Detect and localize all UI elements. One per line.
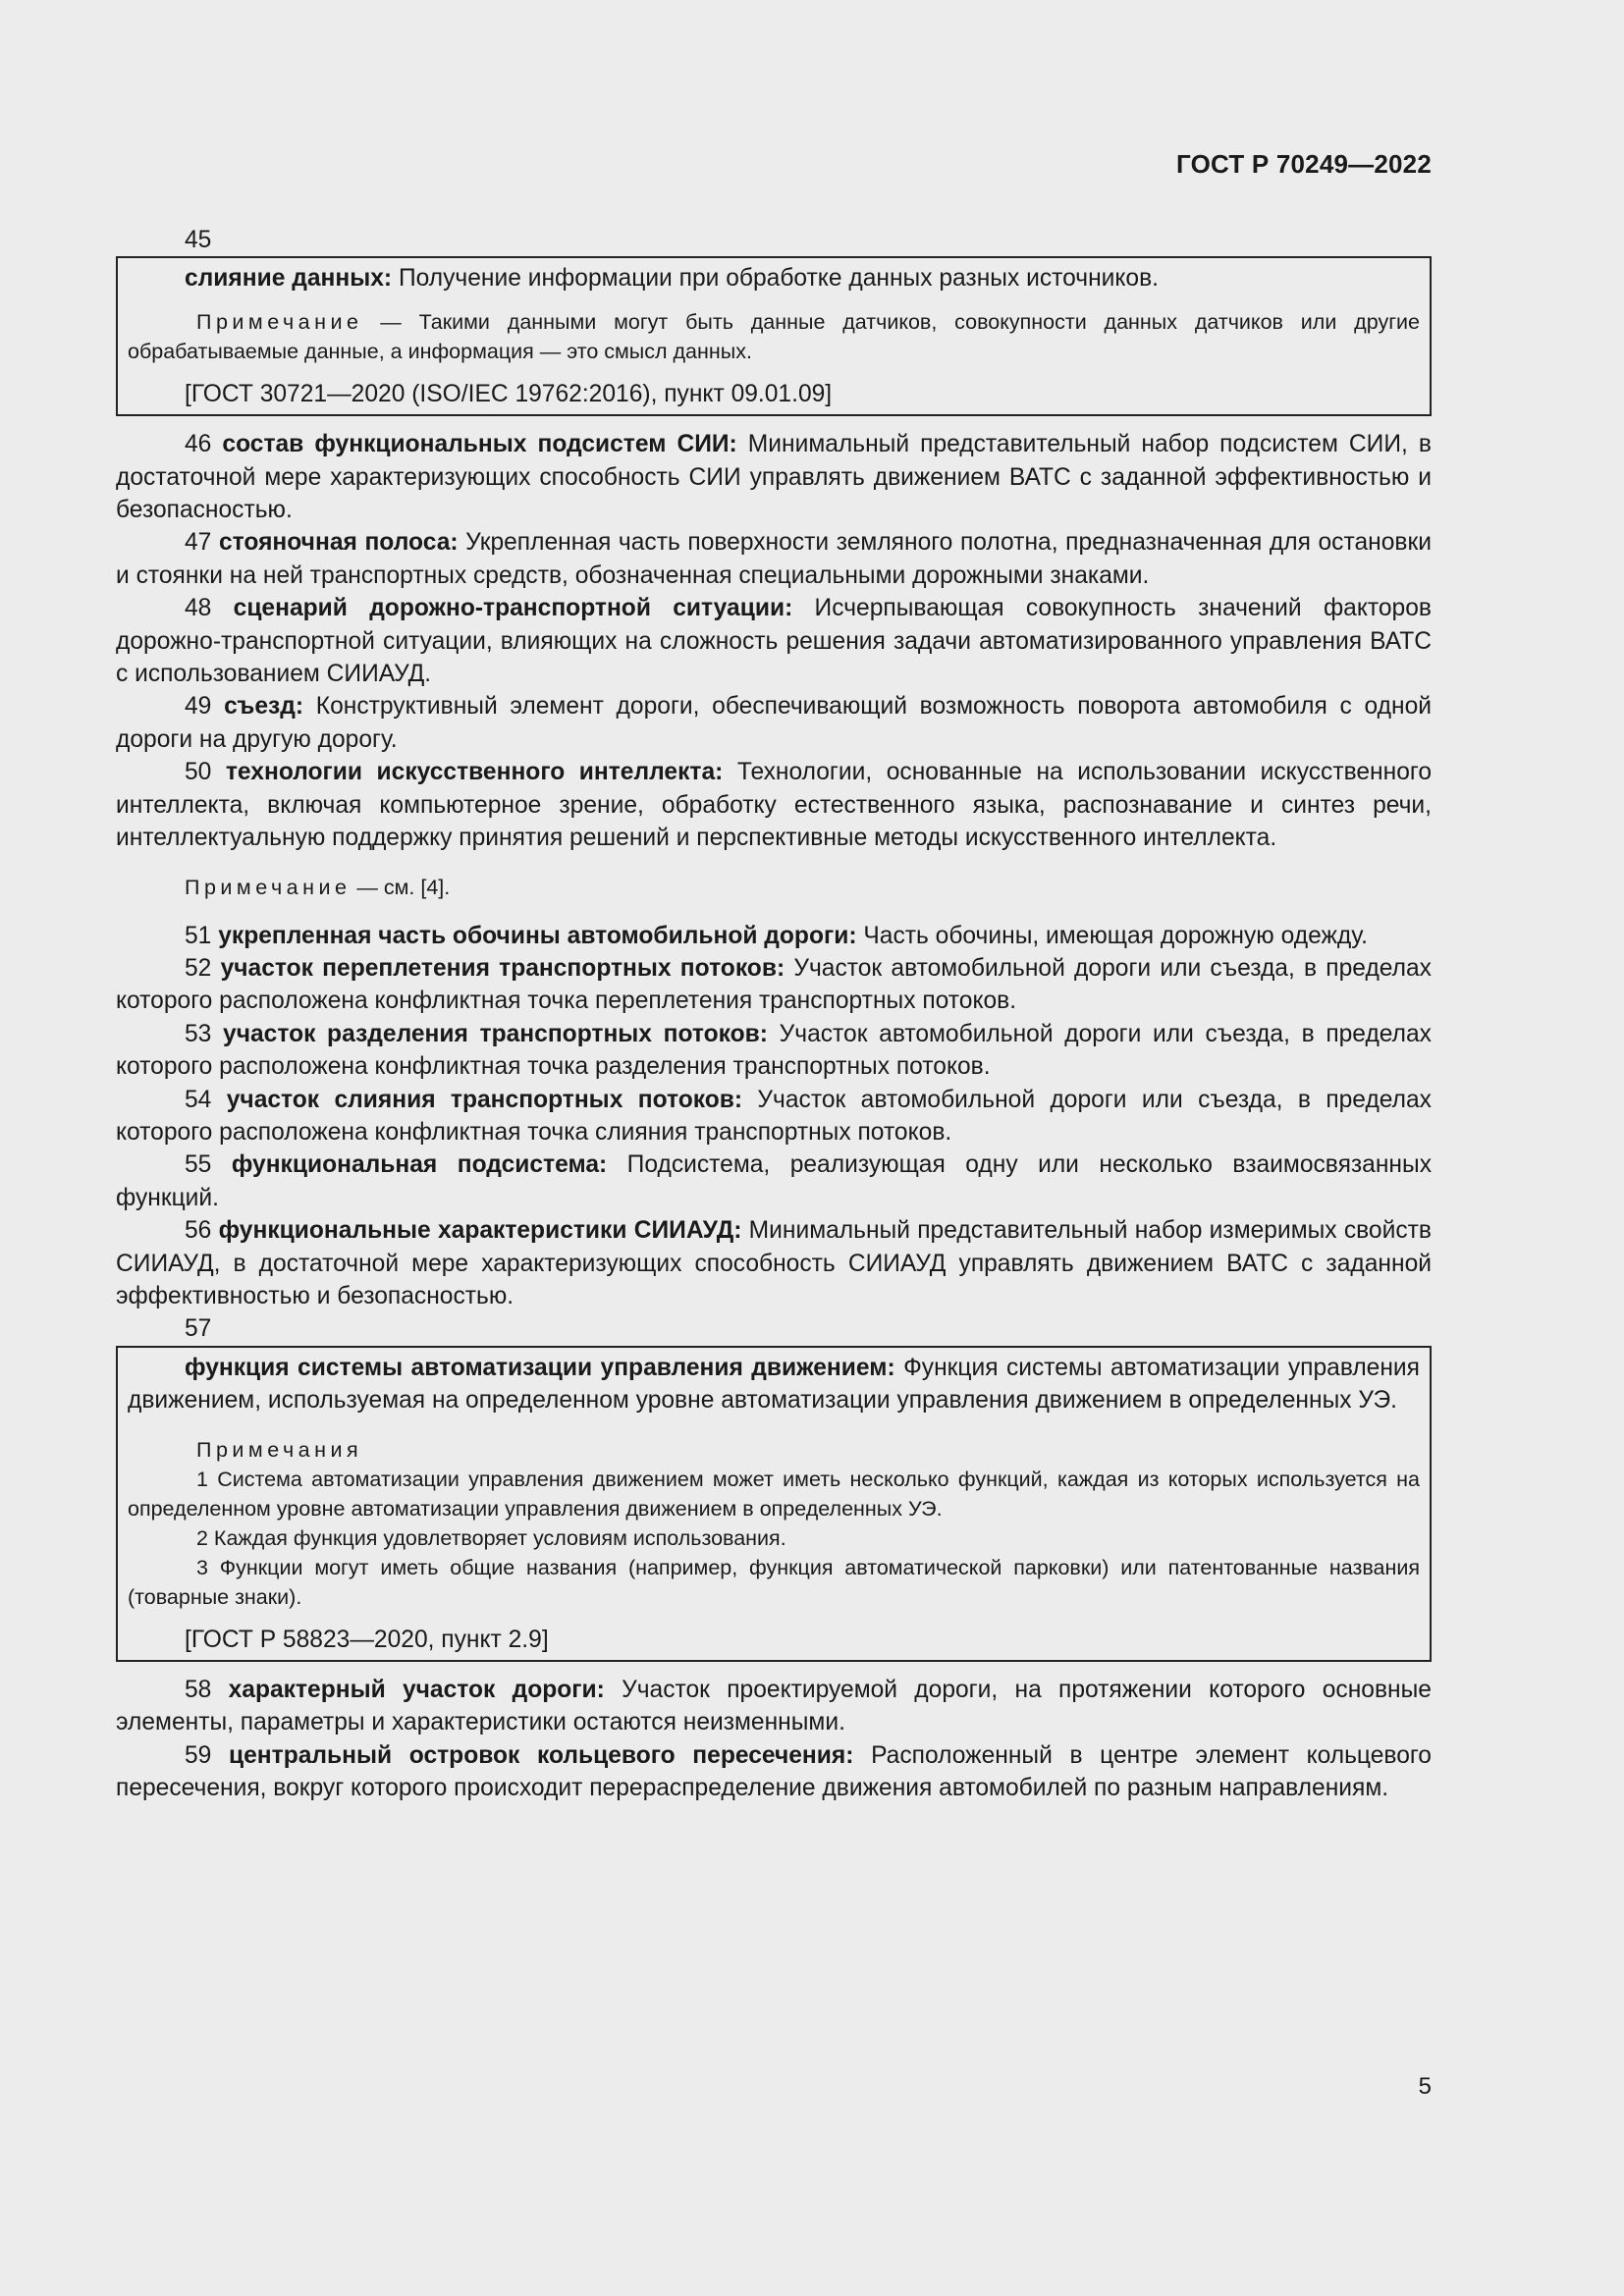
term-definition: Участок автомобильной дороги или съезда, в пределах которого расположена конфликтная точка разделения транспортных потоков. (116, 1020, 1432, 1081)
term-definition: Исчерпывающая совокупность значений факторов дорожно-транспортной ситуации, влияющих на сложность решения задачи автоматизированного управления ВАТС с использованием СИИАУД. (116, 595, 1432, 688)
term-name: участок слияния транспортных потоков: (226, 1086, 743, 1113)
term-number: 55 (185, 1151, 232, 1179)
term-definition: Подсистема, реализующая одну или несколько взаимосвязанных функций. (116, 1151, 1432, 1211)
term-name: слияние данных: (185, 265, 393, 293)
term-entry-51 (116, 920, 1432, 952)
term-definition: Расположенный в центре элемент кольцевого пересечения, вокруг которого происходит перераспределение движения автомобилей по разным направлениям. (116, 1741, 1432, 1802)
term-definition: Технологии, основанные на использовании искусственного интеллекта, включая компьютерное зрение, обработку естественного языка, распознавание и синтез речи, интеллектуальную поддержку принятия решений и перспективные методы искусственного интеллекта. (116, 759, 1432, 852)
term-name: функциональные характеристики СИИАУД: (218, 1217, 742, 1245)
term-box-45 (116, 256, 1432, 416)
term-entry-59 (116, 1739, 1432, 1805)
term-number: 45 (185, 227, 212, 253)
term-number: 57 (185, 1315, 212, 1343)
term-reference: [ГОСТ 30721—2020 (ISO/IEC 19762:2016), пункт 09.01.09] (185, 380, 833, 407)
term-name: функциональная подсистема: (231, 1151, 608, 1179)
term-name: стояночная полоса: (218, 529, 459, 557)
term-number: 48 (185, 595, 234, 622)
term-name: сценарий дорожно-транспортной ситуации: (233, 595, 793, 622)
term-number: 52 (185, 954, 221, 982)
term-name: состав функциональных подсистем СИИ: (222, 431, 737, 458)
term-entry-55 (116, 1148, 1432, 1214)
term-number: 58 (185, 1677, 229, 1703)
term-definition: Укрепленная часть поверхности земляного полотна, предназначенная для остановки и стоянки на ней транспортных средств, обозначенная специальными дорожными знаками. (116, 529, 1432, 589)
term-name: участок разделения транспортных потоков: (223, 1020, 768, 1047)
note-label: Примечания (196, 1437, 363, 1462)
note-item-1: 1 Система автоматизации управления движением может иметь несколько функций, каждая из которых используется на определенном уровне автоматизации управления движением в определенных УЭ. (128, 1467, 1420, 1521)
term-reference: [ГОСТ Р 58823—2020, пункт 2.9] (185, 1626, 549, 1653)
note-item-2: 2 Каждая функция удовлетворяет условиям использования. (196, 1525, 786, 1550)
term-number: 46 (185, 431, 223, 458)
term-number: 47 (185, 529, 219, 557)
term-definition: Минимальный представительный набор подсистем СИИ, в достаточной мере характеризующих способность СИИ управлять движением ВАТС с заданной эффективностью и безопасностью. (116, 431, 1432, 524)
term-number: 59 (185, 1741, 229, 1769)
term-definition: Часть обочины, имеющая дорожную одежду. (856, 922, 1368, 949)
term-name: укрепленная часть обочины автомобильной дороги: (218, 922, 857, 949)
term-number: 56 (185, 1217, 219, 1245)
note-text: — см. [4]. (351, 875, 451, 899)
term-definition: Получение информации при обработке данных разных источников. (392, 265, 1160, 293)
term-number: 54 (185, 1086, 227, 1113)
term-entry-56 (116, 1214, 1432, 1312)
term-definition: Участок проектируемой дороги, на протяжении которого основные элементы, параметры и характеристики остаются неизменными. (116, 1677, 1432, 1736)
term-entry-47 (116, 526, 1432, 592)
note-item-3: 3 Функции могут иметь общие названия (например, функция автоматической парковки) или патентованные названия (товарные знаки). (128, 1555, 1420, 1609)
term-definition: Функция системы автоматизации управления движением, используемая на определенном уровне автоматизации управления движением в определенных УЭ. (128, 1354, 1420, 1415)
term-number: 50 (185, 759, 226, 786)
term-note (128, 307, 1420, 366)
term-definition: Минимальный представительный набор измеримых свойств СИИАУД, в достаточной мере характеризующих способность СИИАУД управлять движением ВАТС с заданной эффективностью и безопасностью. (116, 1217, 1432, 1309)
term-box-57 (116, 1346, 1432, 1662)
note-label: Примечание (196, 309, 363, 334)
term-number: 53 (185, 1020, 224, 1047)
term-name: участок переплетения транспортных потоков: (220, 954, 785, 982)
note-text: — Такими данными могут быть данные датчиков, совокупности данных датчиков или другие обрабатываемые данные, а информация — это смысл данных. (128, 309, 1420, 363)
term-entry-46 (116, 428, 1432, 526)
document-body (116, 224, 1432, 1805)
term-definition: Конструктивный элемент дороги, обеспечивающий возможность поворота автомобиля с одной дороги на другую дорогу. (116, 693, 1432, 753)
term-entry-45 (128, 262, 1420, 294)
term-entry-57 (128, 1352, 1420, 1417)
term-entry-49 (116, 690, 1432, 756)
term-entry-54 (116, 1084, 1432, 1149)
page-number: 5 (1418, 2073, 1432, 2100)
term-entry-52 (116, 952, 1432, 1018)
term-entry-50 (116, 756, 1432, 854)
term-definition: Участок автомобильной дороги или съезда, в пределах которого расположена конфликтная точка переплетения транспортных потоков. (116, 954, 1432, 1015)
term-note (116, 873, 1432, 902)
note-label: Примечание (185, 875, 352, 899)
term-name: функция системы автоматизации управления движением: (185, 1354, 895, 1381)
document-header: ГОСТ Р 70249—2022 (1176, 149, 1432, 179)
term-entry-53 (116, 1018, 1432, 1084)
term-name: характерный участок дороги: (228, 1677, 605, 1703)
term-entry-58 (116, 1674, 1432, 1739)
term-name: центральный островок кольцевого пересечения: (229, 1741, 854, 1769)
term-name: съезд: (224, 693, 304, 721)
term-definition: Участок автомобильной дороги или съезда, в пределах которого расположена конфликтная точка слияния транспортных потоков. (116, 1086, 1432, 1146)
term-entry-48 (116, 592, 1432, 690)
term-number: 51 (185, 922, 219, 949)
term-number: 49 (185, 693, 225, 721)
term-name: технологии искусственного интеллекта: (225, 759, 724, 786)
notes-label (128, 1435, 1420, 1465)
